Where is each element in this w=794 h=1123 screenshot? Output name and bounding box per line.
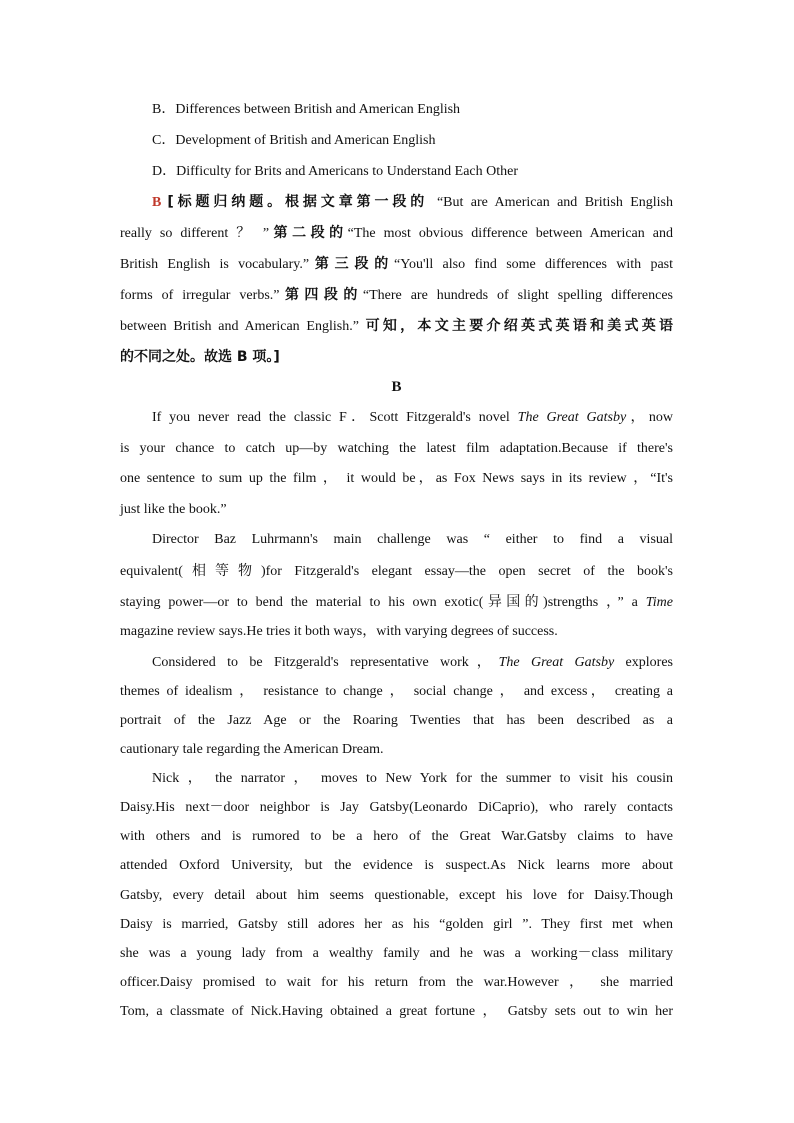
option-letter: C． bbox=[152, 133, 176, 148]
passage-paragraph-1: If you never read the classic F．Scott Fitzgerald's novel The Great Gatsby，now is your chance to catch up—by watching the latest film adaptation.Because if there's one sentence to sum up the film ， it would be，as Fox News says in its review ，“It's just like the book.” bbox=[120, 410, 673, 517]
passage-paragraph-3: Considered to be Fitzgerald's representative work，The Great Gatsby explores themes of idealism ， resistance to change ， social change ， and excess， creating a portrait of the Jazz Age or the Roaring Twenties that has been described as a cautionary tale regarding the American Dream. bbox=[120, 654, 673, 757]
book-title: The Great Gatsby bbox=[498, 654, 615, 670]
answer-line: B [标题归纳题。根据文章第一段的 “But are American and British English bbox=[152, 194, 673, 210]
answer-line: really so different ？ ”第二段的“The most obvious difference between American and bbox=[120, 225, 674, 241]
option-c bbox=[120, 125, 673, 156]
section-title: B bbox=[391, 379, 402, 395]
passage-paragraph-2: Director Baz Luhrmann's main challenge was “ either to find a visual equivalent(相等物)for Fitzgerald's elegant essay—the open secret of the book's staying power—or to bend the material to his own exotic(异国的)strengths ，” a Time magazine review says.He tries it both ways，with varying degrees of success. bbox=[120, 532, 673, 640]
option-text: Differences between British and American English bbox=[175, 102, 461, 117]
chinese-gloss: 异国的 bbox=[483, 593, 544, 610]
option-b bbox=[120, 94, 673, 125]
answer-explanation bbox=[120, 187, 673, 373]
option-d bbox=[120, 156, 673, 187]
option-letter: D． bbox=[152, 164, 177, 179]
option-text: Difficulty for Brits and Americans to Understand Each Other bbox=[176, 164, 518, 179]
document-content bbox=[120, 94, 673, 1026]
answer-line: between British and American English.” 可知，本文主要介绍英式英语和美式英语 bbox=[120, 318, 674, 334]
answer-letter: B bbox=[152, 195, 162, 210]
answer-line: British English is vocabulary.”第三段的“You'll also find some differences with past bbox=[120, 256, 674, 272]
magazine-title: Time bbox=[645, 594, 673, 610]
option-text: Development of British and American English bbox=[175, 133, 436, 148]
passage-paragraph-4: Nick ， the narrator ， moves to New York for the summer to visit his cousin Daisy.His next－door neighbor is Jay Gatsby(Leonardo DiCaprio), who rarely contacts with others and is rumored to be a hero of the Great War.Gatsby claims to have attended Oxford University, but the evidence is suspect.As Nick learns more about Gatsby, every detail about him seems questionable, except his love for Daisy.Though Daisy is married, Gatsby still adores her as his “golden girl ”. They first met when she was a young lady from a wealthy family and he was a working－class military officer.Daisy promised to wait for his return from the war.However ， she married Tom, a classmate of Nick.Having obtained a great fortune ， Gatsby sets out to win her bbox=[120, 770, 673, 1020]
chinese-gloss: 相等物 bbox=[182, 562, 261, 579]
book-title: The Great Gatsby bbox=[517, 410, 627, 425]
answer-line: 的不同之处。故选 B 项。] bbox=[120, 349, 280, 365]
answer-line: forms of irregular verbs.”第四段的“There are hundreds of slight spelling differences bbox=[120, 287, 674, 303]
option-letter: B． bbox=[152, 102, 176, 117]
